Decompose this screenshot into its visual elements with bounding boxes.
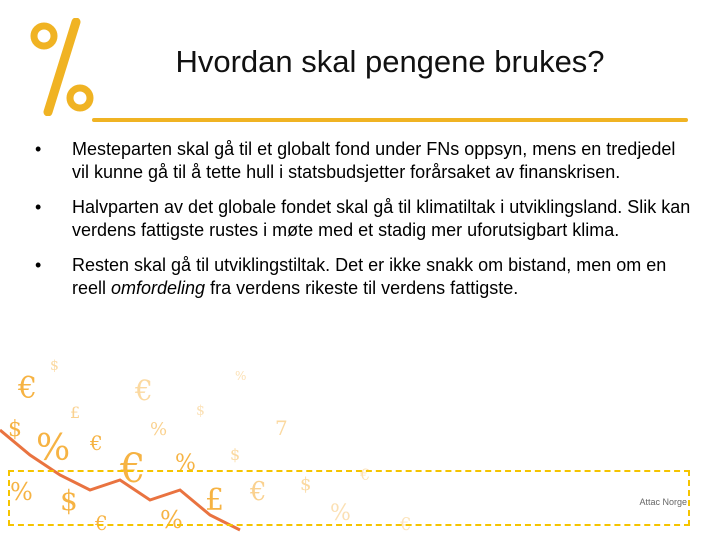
bullet-marker: • [35,139,42,159]
svg-text:%: % [10,478,33,506]
svg-text:£: £ [205,483,225,518]
svg-text:%: % [36,428,71,469]
bullet-item-1 [35,138,695,184]
svg-text:%: % [330,501,351,526]
svg-text:$: $ [230,445,241,464]
svg-text:€: € [135,374,153,407]
svg-text:$: $ [300,474,312,495]
svg-text:€: € [360,465,371,484]
svg-text:%: % [175,451,196,476]
svg-text:%: % [150,419,168,440]
svg-text:£: £ [70,403,81,422]
svg-text:$: $ [50,358,59,374]
slide-title: Hvordan skal pengene brukes? [175,44,605,79]
bullet-list [35,138,695,312]
svg-text:€: € [250,477,267,507]
svg-text:%: % [160,506,183,534]
bullet-text-3 [72,255,666,298]
svg-text:€: € [95,511,108,535]
bullet-text-1: Mesteparten skal gå til et globalt fond under FNs oppsyn, mens en tredjedel vil kunne gå til å tette hull i statsbudsjetter forårsaket av finanskrisen. [72,139,676,182]
bullet-item-3 [35,254,695,300]
title-underline [92,118,688,122]
footer-label: Attac Norge [639,497,687,507]
footer-border [8,470,690,526]
bullet-text-3-emphasis: omfordeling [111,278,206,298]
svg-text:$: $ [60,484,78,517]
svg-text:$: $ [196,403,205,419]
percent-logo-icon [30,18,94,116]
svg-text:€: € [90,431,103,455]
bullet-text-3-end: fra verdens rikeste til verdens fattigste. [205,278,519,298]
svg-text:€: € [120,446,146,492]
svg-text:€: € [400,514,412,535]
svg-text:7: 7 [275,416,288,440]
bullet-text-2: Halvparten av det globale fondet skal gå til klimatiltak i utviklingsland. Slik kan verdens fattigste rustes i møte med et stadig mer uforutsigbart klima. [72,197,691,240]
svg-text:€: € [18,371,38,406]
bullet-marker: • [35,197,42,217]
bullet-marker: • [35,255,42,275]
bullet-text-3-start: Resten skal gå til utviklingstiltak. Det er ikke snakk om bistand, men om en reell [72,255,667,298]
svg-text:$: $ [8,417,22,442]
bullet-item-2 [35,196,695,242]
svg-text:%: % [235,369,247,383]
